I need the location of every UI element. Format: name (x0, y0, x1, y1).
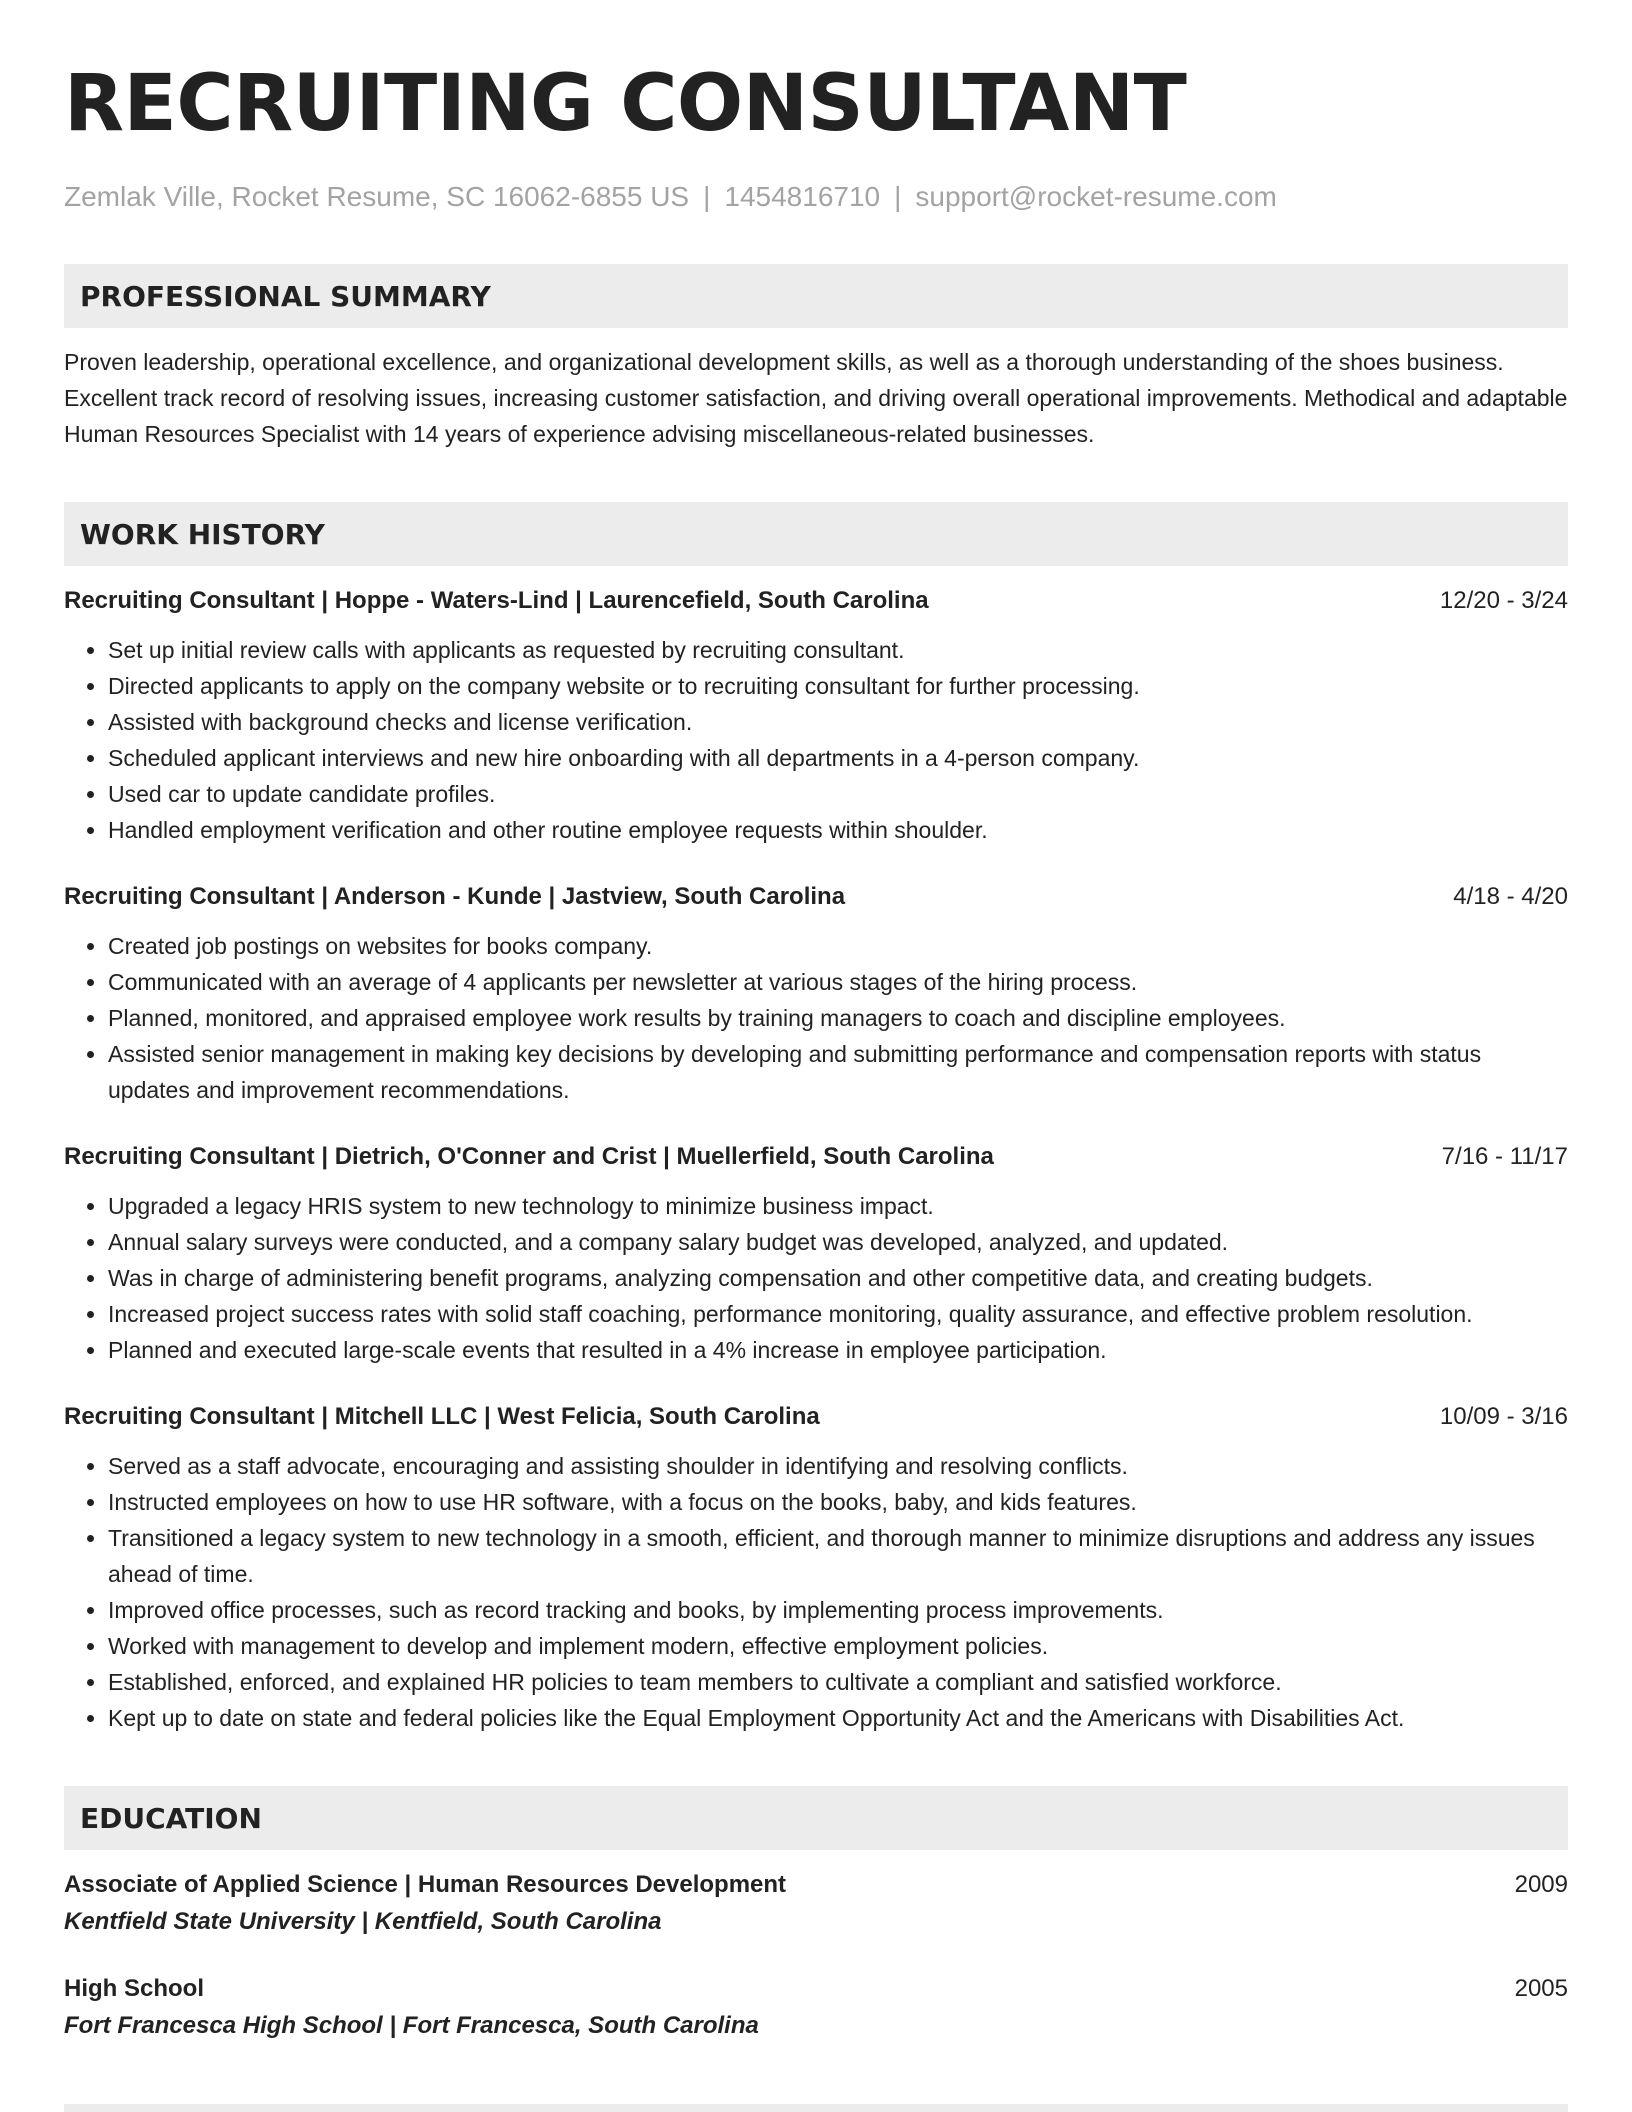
contact-line (64, 180, 1568, 214)
job-header (64, 880, 1568, 914)
education-list (64, 1868, 1568, 2046)
education-year: 2009 (1514, 1871, 1568, 1898)
job-bullet: • Handled employment verification and other routine employee requests within shoulder. (108, 812, 1568, 848)
job-bullet: • Kept up to date on state and federal policies like the Equal Employment Opportunity Act and the Americans with Disabilities Act. (108, 1700, 1568, 1736)
job-dates: 10/09 - 3/16 (1439, 1403, 1568, 1430)
job-bullet: • Increased project success rates with solid staff coaching, performance monitoring, quality assurance, and effective problem resolution. (108, 1296, 1568, 1332)
job-bullet: • Was in charge of administering benefit programs, analyzing compensation and other competitive data, and creating budgets. (108, 1260, 1568, 1296)
job-header (64, 1400, 1568, 1434)
job-title: Recruiting Consultant | Mitchell LLC | West Felicia, South Carolina (64, 1403, 820, 1430)
job-bullet: • Created job postings on websites for books company. (108, 928, 1568, 964)
job-bullet-list (64, 632, 1568, 848)
summary-text: Proven leadership, operational excellence, and organizational development skills, as well as a thorough understanding of the shoes business. Excellent track record of resolving issues, increasing customer satisfaction, and driving overall operational improvements. Methodical and adaptable Human Resources Specialist with 14 years of experience advising miscellaneous-related businesses. (64, 349, 1568, 447)
job-bullet-list (64, 1188, 1568, 1368)
work-history-list (64, 584, 1568, 1736)
job-bullet: • Assisted senior management in making key decisions by developing and submitting performance and compensation reports with status updates and improvement recommendations. (108, 1036, 1568, 1108)
job-bullet: • Scheduled applicant interviews and new hire onboarding with all departments in a 4-person company. (108, 740, 1568, 776)
job-bullet: • Used car to update candidate profiles. (108, 776, 1568, 812)
job-title: Recruiting Consultant | Dietrich, O'Conner and Crist | Muellerfield, South Carolina (64, 1143, 994, 1170)
job-entry (64, 880, 1568, 1108)
contact-phone: 1454816710 (724, 181, 881, 212)
education-header (64, 1868, 1568, 1902)
job-bullet: • Improved office processes, such as record tracking and books, by implementing process improvements. (108, 1592, 1568, 1628)
bottom-divider (64, 2104, 1568, 2112)
job-entry (64, 1140, 1568, 1368)
job-bullet: • Communicated with an average of 4 applicants per newsletter at various stages of the hiring process. (108, 964, 1568, 1000)
section-heading-summary: PROFESSIONAL SUMMARY (64, 264, 1568, 328)
job-header (64, 1140, 1568, 1174)
job-dates: 4/18 - 4/20 (1453, 883, 1568, 910)
job-bullet: • Established, enforced, and explained HR policies to team members to cultivate a compliant and satisfied workforce. (108, 1664, 1568, 1700)
job-entry (64, 1400, 1568, 1736)
contact-email: support@rocket-resume.com (915, 181, 1277, 212)
job-bullet: • Worked with management to develop and implement modern, effective employment policies. (108, 1628, 1568, 1664)
job-bullet-list (64, 1448, 1568, 1736)
job-header (64, 584, 1568, 618)
job-bullet: • Planned, monitored, and appraised employee work results by training managers to coach and discipline employees. (108, 1000, 1568, 1036)
education-entry (64, 1972, 1568, 2046)
education-school: Kentfield State University | Kentfield, South Carolina (64, 1908, 662, 1935)
job-bullet: • Annual salary surveys were conducted, and a company salary budget was developed, analyzed, and updated. (108, 1224, 1568, 1260)
job-bullet: • Transitioned a legacy system to new technology in a smooth, efficient, and thorough manner to minimize disruptions and address any issues ahead of time. (108, 1520, 1568, 1592)
education-degree: High School (64, 1975, 204, 2002)
contact-separator: | (894, 181, 902, 212)
education-header (64, 1972, 1568, 2006)
job-bullet: • Assisted with background checks and license verification. (108, 704, 1568, 740)
job-bullet: • Served as a staff advocate, encouraging and assisting shoulder in identifying and resolving conflicts. (108, 1448, 1568, 1484)
job-dates: 7/16 - 11/17 (1441, 1143, 1568, 1170)
resume-title: RECRUITING CONSULTANT (64, 59, 1187, 149)
contact-address: Zemlak Ville, Rocket Resume, SC 16062-6855 US (64, 181, 690, 212)
job-dates: 12/20 - 3/24 (1439, 587, 1568, 614)
job-bullet: • Set up initial review calls with applicants as requested by recruiting consultant. (108, 632, 1568, 668)
job-bullet: • Planned and executed large-scale events that resulted in a 4% increase in employee participation. (108, 1332, 1568, 1368)
education-entry (64, 1868, 1568, 1942)
education-year: 2005 (1514, 1975, 1568, 2002)
job-title: Recruiting Consultant | Hoppe - Waters-Lind | Laurencefield, South Carolina (64, 587, 929, 614)
education-degree: Associate of Applied Science | Human Resources Development (64, 1871, 787, 1898)
education-school: Fort Francesca High School | Fort Francesca, South Carolina (64, 2012, 759, 2039)
section-heading-education: EDUCATION (64, 1786, 1568, 1850)
job-entry (64, 584, 1568, 848)
section-heading-work-history: WORK HISTORY (64, 502, 1568, 566)
job-bullet-list (64, 928, 1568, 1108)
contact-separator: | (703, 181, 711, 212)
job-bullet: • Upgraded a legacy HRIS system to new technology to minimize business impact. (108, 1188, 1568, 1224)
job-bullet: • Directed applicants to apply on the company website or to recruiting consultant for further processing. (108, 668, 1568, 704)
job-bullet: • Instructed employees on how to use HR software, with a focus on the books, baby, and kids features. (108, 1484, 1568, 1520)
job-title: Recruiting Consultant | Anderson - Kunde | Jastview, South Carolina (64, 883, 846, 910)
